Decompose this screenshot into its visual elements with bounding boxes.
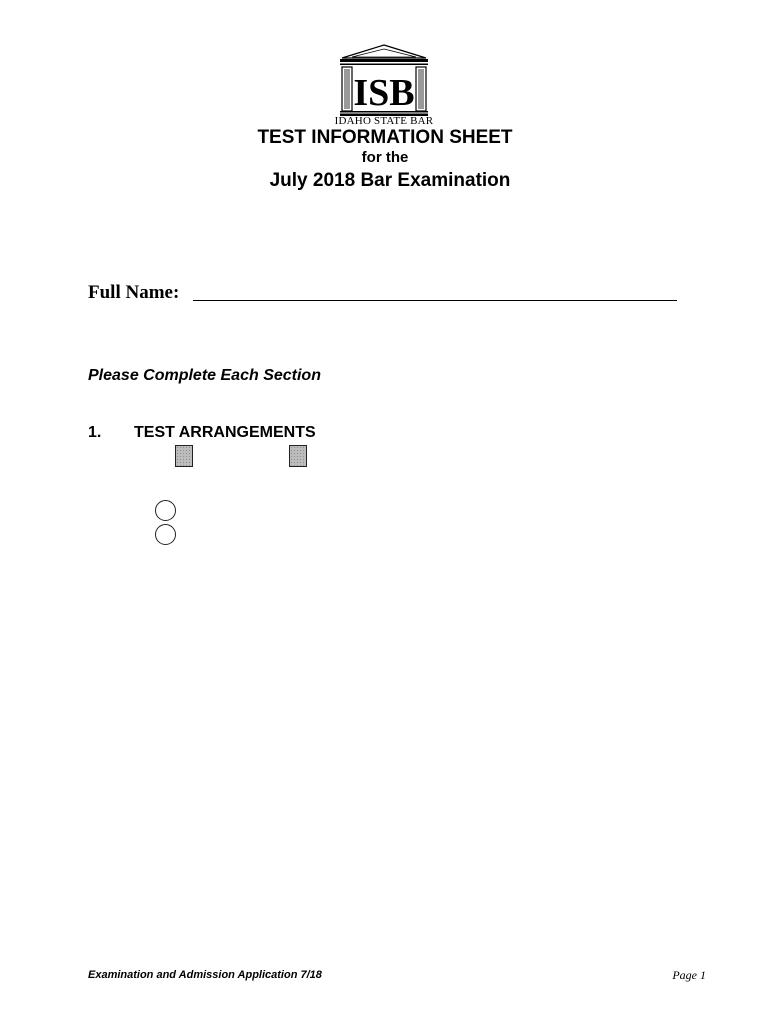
section-title: TEST ARRANGEMENTS: [134, 424, 316, 441]
page-subtitle: for the: [361, 149, 409, 166]
section-number: 1.: [88, 424, 102, 441]
organization-name: IDAHO STATE BAR: [334, 115, 434, 127]
exam-title: July 2018 Bar Examination: [269, 170, 511, 191]
footer-page-number: Page 1: [672, 968, 706, 982]
instructions-text: Please Complete Each Section: [88, 367, 321, 384]
full-name-label: Full Name:: [88, 282, 180, 303]
checkbox-option-1[interactable]: [175, 445, 193, 467]
checkbox-option-2[interactable]: [289, 445, 307, 467]
full-name-field[interactable]: [193, 300, 677, 301]
radio-option-1[interactable]: [155, 500, 176, 521]
footer-form-id: Examination and Admission Application 7/18: [88, 969, 322, 981]
page-title: TEST INFORMATION SHEET: [257, 127, 513, 148]
radio-option-2[interactable]: [155, 524, 176, 545]
logo-initials: ISB: [353, 72, 415, 114]
